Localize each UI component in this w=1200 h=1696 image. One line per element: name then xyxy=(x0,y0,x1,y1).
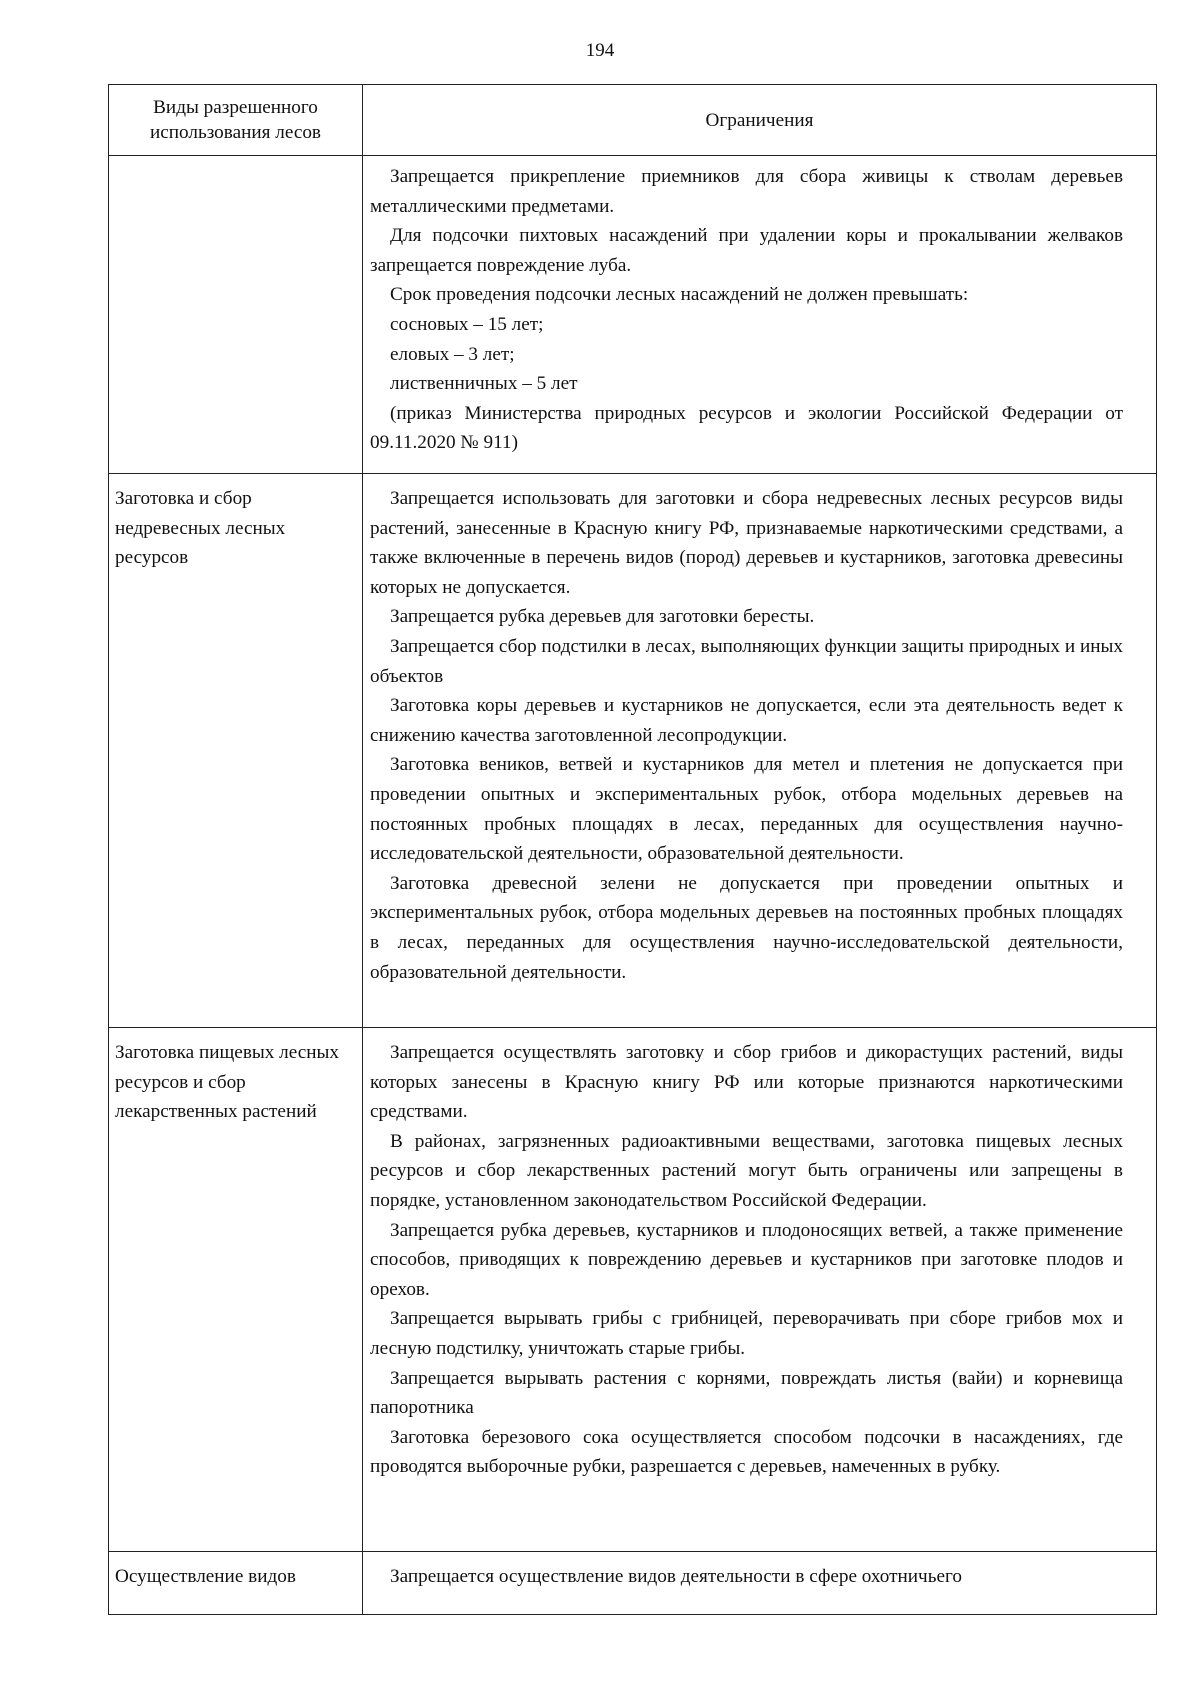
table-row xyxy=(109,1552,1157,1615)
restrictions-cell xyxy=(363,1552,1157,1615)
restriction-paragraph: Запрещается использовать для заготовки и сбора недревесных лесных ресурсов виды растений, занесенные в Красную книгу РФ, признаваемые наркотическими средствами, а также включенные в перечень видов (пород) деревьев и кустарников, заготовка древесины которых не допускается. xyxy=(370,488,1123,598)
restriction-paragraph: (приказ Министерства природных ресурсов и экологии Российской Федерации от 09.11.2020 № 911) xyxy=(370,402,1123,454)
restrictions-table xyxy=(108,84,1157,1615)
restriction-paragraph: В районах, загрязненных радиоактивными веществами, заготовка пищевых лесных ресурсов и сбор лекарственных растений могут быть ограничены или запрещены в порядке, установленном законодательством Российской Федерации. xyxy=(370,1130,1123,1211)
restriction-list-item: еловых – 3 лет; xyxy=(390,343,515,365)
restriction-paragraph: Для подсочки пихтовых насаждений при удалении коры и прокалывании желваков запрещается повреждение луба. xyxy=(370,225,1123,276)
restriction-list-item: сосновых – 15 лет; xyxy=(390,313,544,335)
usage-type-cell: Осуществление видов xyxy=(109,1552,363,1615)
restrictions-cell xyxy=(363,156,1157,474)
restriction-paragraph: Заготовка веников, ветвей и кустарников для метел и плетения не допускается при проведении опытных и экспериментальных рубок, отбора модельных деревьев на постоянных пробных площадях в лесах, переданных для осуществления научно-исследовательской деятельности, образовательной деятельности. xyxy=(370,754,1123,865)
restrictions-cell xyxy=(363,474,1157,1028)
restriction-paragraph: Заготовка древесной зелени не допускается при проведении опытных и экспериментальных рубок, отбора модельных деревьев на постоянных пробных площадях в лесах, переданных для осуществления научно-исследовательской деятельности, образовательной деятельности. xyxy=(370,872,1123,983)
table-header-row xyxy=(109,85,1157,156)
header-usage-types: Виды разрешенного использования лесов xyxy=(109,85,363,156)
restriction-paragraph: Заготовка коры деревьев и кустарников не допускается, если эта деятельность ведет к снижению качества заготовленной лесопродукции. xyxy=(370,695,1123,746)
restriction-paragraph: Запрещается осуществление видов деятельности в сфере охотничьего xyxy=(390,1566,962,1587)
restrictions-cell xyxy=(363,1028,1157,1552)
restriction-paragraph: Запрещается рубка деревьев для заготовки бересты. xyxy=(390,606,815,628)
usage-type-cell xyxy=(109,156,363,474)
usage-type-cell: Заготовка пищевых лесных ресурсов и сбор лекарственных растений xyxy=(109,1028,363,1552)
restriction-paragraph: Запрещается вырывать растения с корнями, повреждать листья (вайи) и корневища папоротника xyxy=(370,1367,1123,1419)
table-row xyxy=(109,1028,1157,1552)
table-row xyxy=(109,156,1157,474)
restriction-paragraph: Заготовка березового сока осуществляется способом подсочки в насаждениях, где проводятся выборочные рубки, разрешается с деревьев, намеченных в рубку. xyxy=(370,1426,1123,1478)
restriction-paragraph: Запрещается вырывать грибы с грибницей, переворачивать при сборе грибов мох и лесную подстилку, уничтожать старые грибы. xyxy=(370,1308,1123,1359)
restriction-list-item: лиственничных – 5 лет xyxy=(390,373,578,395)
header-restrictions: Ограничения xyxy=(363,85,1157,156)
restriction-paragraph: Запрещается рубка деревьев, кустарников и плодоносящих ветвей, а также применение способов, приводящих к повреждению деревьев и кустарников при заготовке плодов и орехов. xyxy=(370,1219,1123,1300)
usage-type-cell: Заготовка и сбор недревесных лесных ресурсов xyxy=(109,474,363,1028)
restriction-paragraph: Запрещается прикрепление приемников для сбора живицы к стволам деревьев металлическими предметами. xyxy=(370,166,1123,217)
restriction-paragraph: Запрещается осуществлять заготовку и сбор грибов и дикорастущих растений, виды которых занесены в Красную книгу РФ или которые признаются наркотическими средствами. xyxy=(370,1042,1123,1123)
table-row xyxy=(109,474,1157,1028)
page-number: 194 xyxy=(585,40,615,61)
restriction-paragraph: Запрещается сбор подстилки в лесах, выполняющих функции защиты природных и иных объектов xyxy=(370,635,1123,687)
restriction-paragraph: Срок проведения подсочки лесных насаждений не должен превышать: xyxy=(390,284,969,306)
